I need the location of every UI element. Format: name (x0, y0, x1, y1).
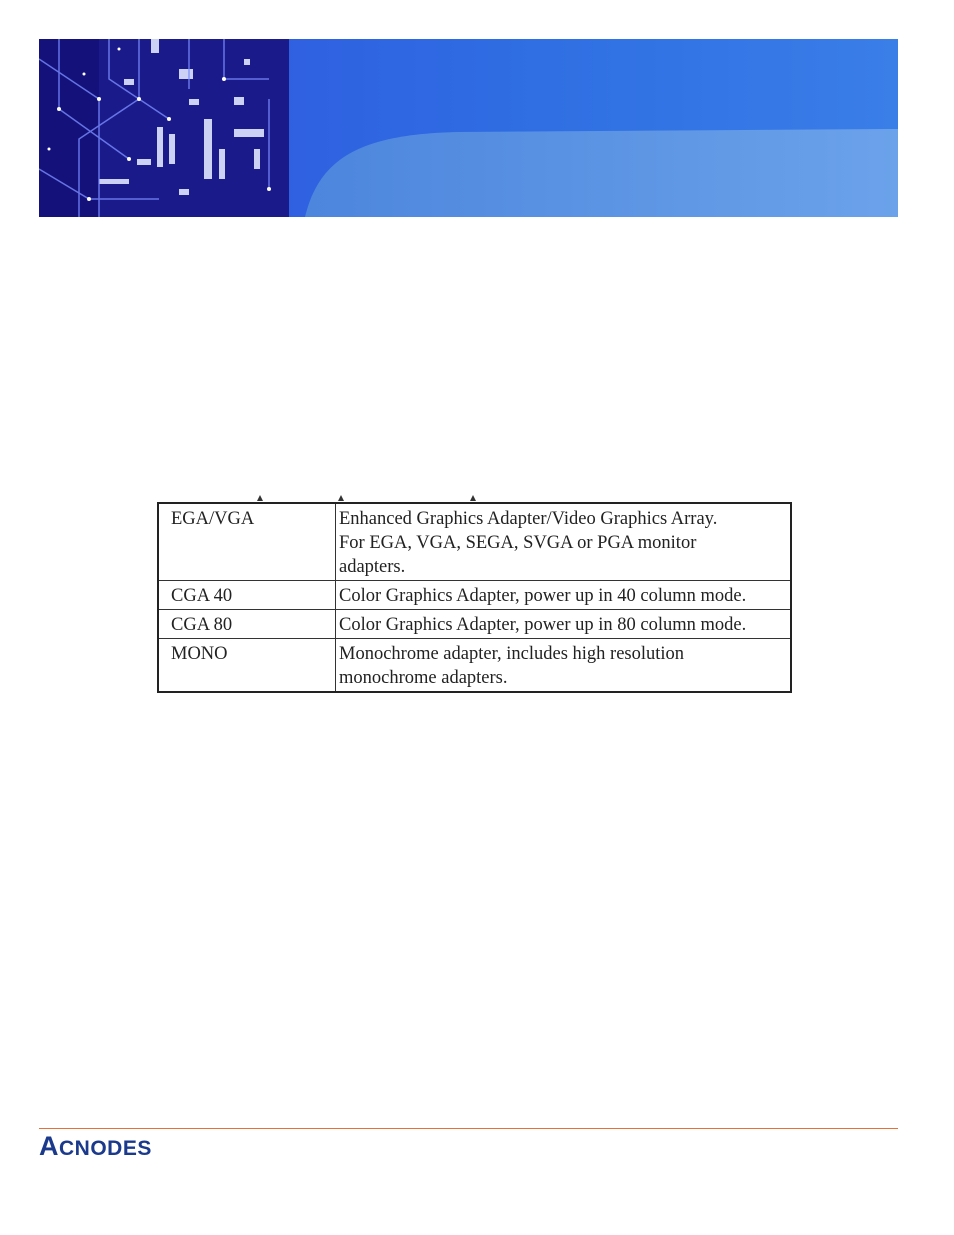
description-cell (336, 503, 792, 581)
banner-wave (39, 39, 898, 217)
logo-initial: A (39, 1131, 59, 1161)
logo-text (39, 1131, 152, 1161)
table-row (158, 639, 791, 693)
table-tick-mark (470, 495, 476, 501)
description-cell (336, 581, 792, 610)
mode-cell: EGA/VGA (158, 503, 336, 581)
mode-cell: MONO (158, 639, 336, 693)
description-line: Monochrome adapter, includes high resolution (339, 644, 685, 664)
table-row (158, 503, 791, 581)
table-tick-mark (338, 495, 344, 501)
description-line: Enhanced Graphics Adapter/Video Graphics Array. (339, 509, 718, 529)
description-line: Color Graphics Adapter, power up in 40 column mode. (339, 586, 747, 606)
header-banner (39, 39, 898, 217)
table-row (158, 610, 791, 639)
description-line: For EGA, VGA, SEGA, SVGA or PGA monitor (339, 533, 697, 553)
monitor-type-table (157, 502, 792, 693)
footer-rule (39, 1128, 898, 1129)
description-cell (336, 610, 792, 639)
description-line: monochrome adapters. (339, 668, 508, 688)
description-cell (336, 639, 792, 693)
mode-cell: CGA 40 (158, 581, 336, 610)
logo-rest: CNODES (59, 1137, 152, 1160)
table-tick-mark (257, 495, 263, 501)
description-line: Color Graphics Adapter, power up in 80 column mode. (339, 615, 747, 635)
table-row (158, 581, 791, 610)
description-line: adapters. (339, 557, 406, 577)
acnodes-logo (39, 1131, 152, 1161)
mode-cell: CGA 80 (158, 610, 336, 639)
